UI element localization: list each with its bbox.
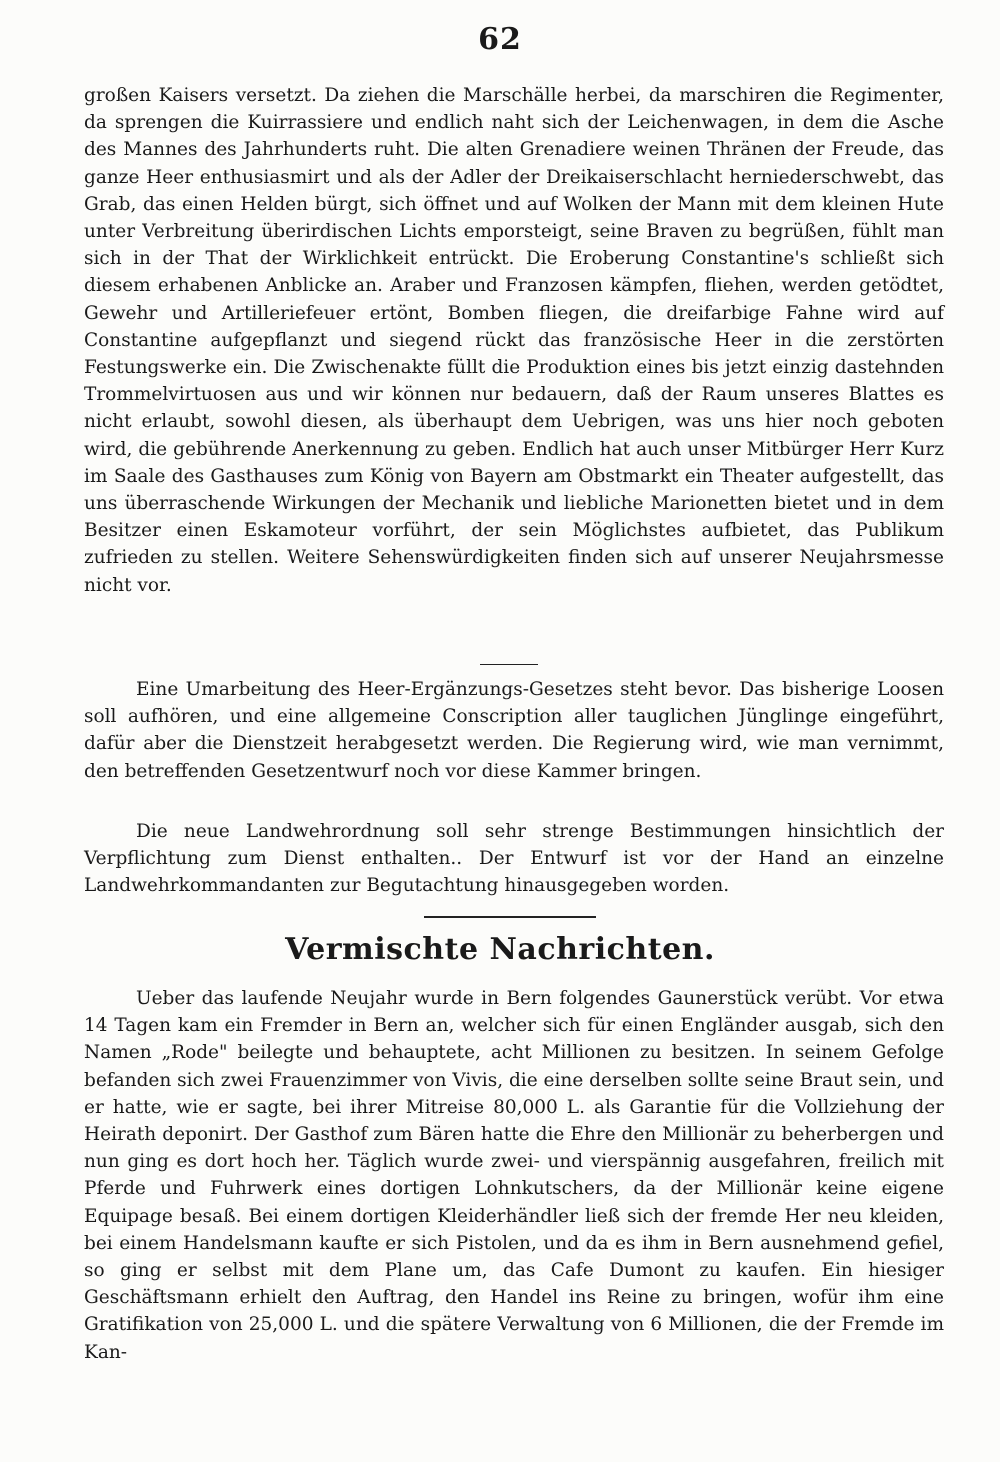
paragraph: Eine Umarbeitung des Heer-Ergänzungs-Gesetzes steht bevor. Das bisherige Loosen soll aufhören, und eine allgemeine Conscription aller tauglichen Jünglinge eingeführt, dafür aber die Dienstzeit herabgesetzt werden. Die Regierung wird, wie man vernimmt, den betreffenden Gesetzentwurf noch vor diese Kammer bringen. <box>84 679 944 782</box>
paragraph: Ueber das laufende Neujahr wurde in Bern folgendes Gaunerstück verübt. Vor etwa 14 Tagen kam ein Fremder in Bern an, welcher sich für einen Engländer ausgab, sich den Namen „Rode" beilegte und behauptete, acht Millionen zu besitzen. In seinem Gefolge befanden sich zwei Frauenzimmer von Vivis, die eine derselben sollte seine Braut sein, und er hatte, wie er sagte, bei ihrer Mitreise 80,000 L. als Garantie für die Vollziehung der Heirath deponirt. Der Gasthof zum Bären hatte die Ehre den Millionär zu beherbergen und nun ging es dort hoch her. Täglich wurde zwei- und vierspännig ausgefahren, freilich mit Pferde und Fuhrwerk eines dortigen Lohnkutschers, da der Millionär keine eigene Equipage besaß. Bei einem dortigen Kleiderhändler ließ sich der fremde Her neu kleiden, bei einem Handelsmann kaufte er sich Pistolen, und da es ihm in Bern ausnehmend gefiel, so ging er selbst mit dem Plane um, das Cafe Dumont zu kaufen. Ein hiesiger Geschäftsmann erhielt den Auftrag, den Handel ins Reine zu bringen, wofür ihm eine Gratifikation von 25,000 L. und die spätere Verwaltung von 6 Millionen, die der Fremde im Kan- <box>84 988 944 1363</box>
paragraph: Die neue Landwehrordnung soll sehr strenge Bestimmungen hinsichtlich der Verpflichtung zum Dienst enthalten.. Der Entwurf ist vor der Hand an einzelne Landwehrkommandanten zur Begutachtung hinausgegeben worden. <box>84 821 944 897</box>
separator-rule <box>480 664 538 665</box>
article-text-landwehr <box>84 818 944 900</box>
paragraph: großen Kaisers versetzt. Da ziehen die Marschälle herbei, da marschiren die Regimenter, da sprengen die Kuirrassiere und endlich naht sich der Leichenwagen, in dem die Asche des Mannes des Jahrhunderts ruht. Die alten Grenadiere weinen Thränen der Freude, das ganze Heer enthusiasmirt und als der Adler der Dreikaiserschlacht herniederschwebt, das Grab, das einen Helden bürgt, sich öffnet und auf Wolken der Mann mit dem kleinen Hute unter Verbreitung überirdischen Lichts emporsteigt, seine Braven zu begrüßen, fühlt man sich in der That der Wirklichkeit entrückt. Die Eroberung Constantine's schließt sich diesem erhabenen Anblicke an. Araber und Franzosen kämpfen, fliehen, werden getödtet, Gewehr und Artilleriefeuer ertönt, Bomben fliegen, die dreifarbige Fahne wird auf Constantine aufgepflanzt und siegend rückt das französische Heer in die zerstörten Festungswerke ein. Die Zwischenakte füllt die Produktion eines bis jetzt einzig dastehnden Trommelvirtuosen aus und wir können nur bedauern, daß der Raum unseres Blattes es nicht erlaubt, sowohl diesen, als überhaupt dem Uebrigen, was uns hier noch geboten wird, die gebührende Anerkennung zu geben. Endlich hat auch unser Mitbürger Herr Kurz im Saale des Gasthauses zum König von Bayern am Obstmarkt ein Theater aufgestellt, das uns überraschende Wirkungen der Mechanik und liebliche Marionetten bietet und in dem Besitzer einen Eskamoteur vorführt, der sein Möglichstes aufbietet, das Publikum zufrieden zu stellen. Weitere Sehenswürdigkeiten finden sich auf unserer Neujahrsmesse nicht vor. <box>84 85 944 596</box>
section-separator-rule <box>424 916 596 918</box>
page-number: 62 <box>478 22 522 57</box>
article-text-entertainment <box>84 82 944 599</box>
article-text-conscription <box>84 676 944 785</box>
section-heading: Vermischte Nachrichten. <box>285 932 715 967</box>
article-text-miscellaneous <box>84 985 944 1366</box>
